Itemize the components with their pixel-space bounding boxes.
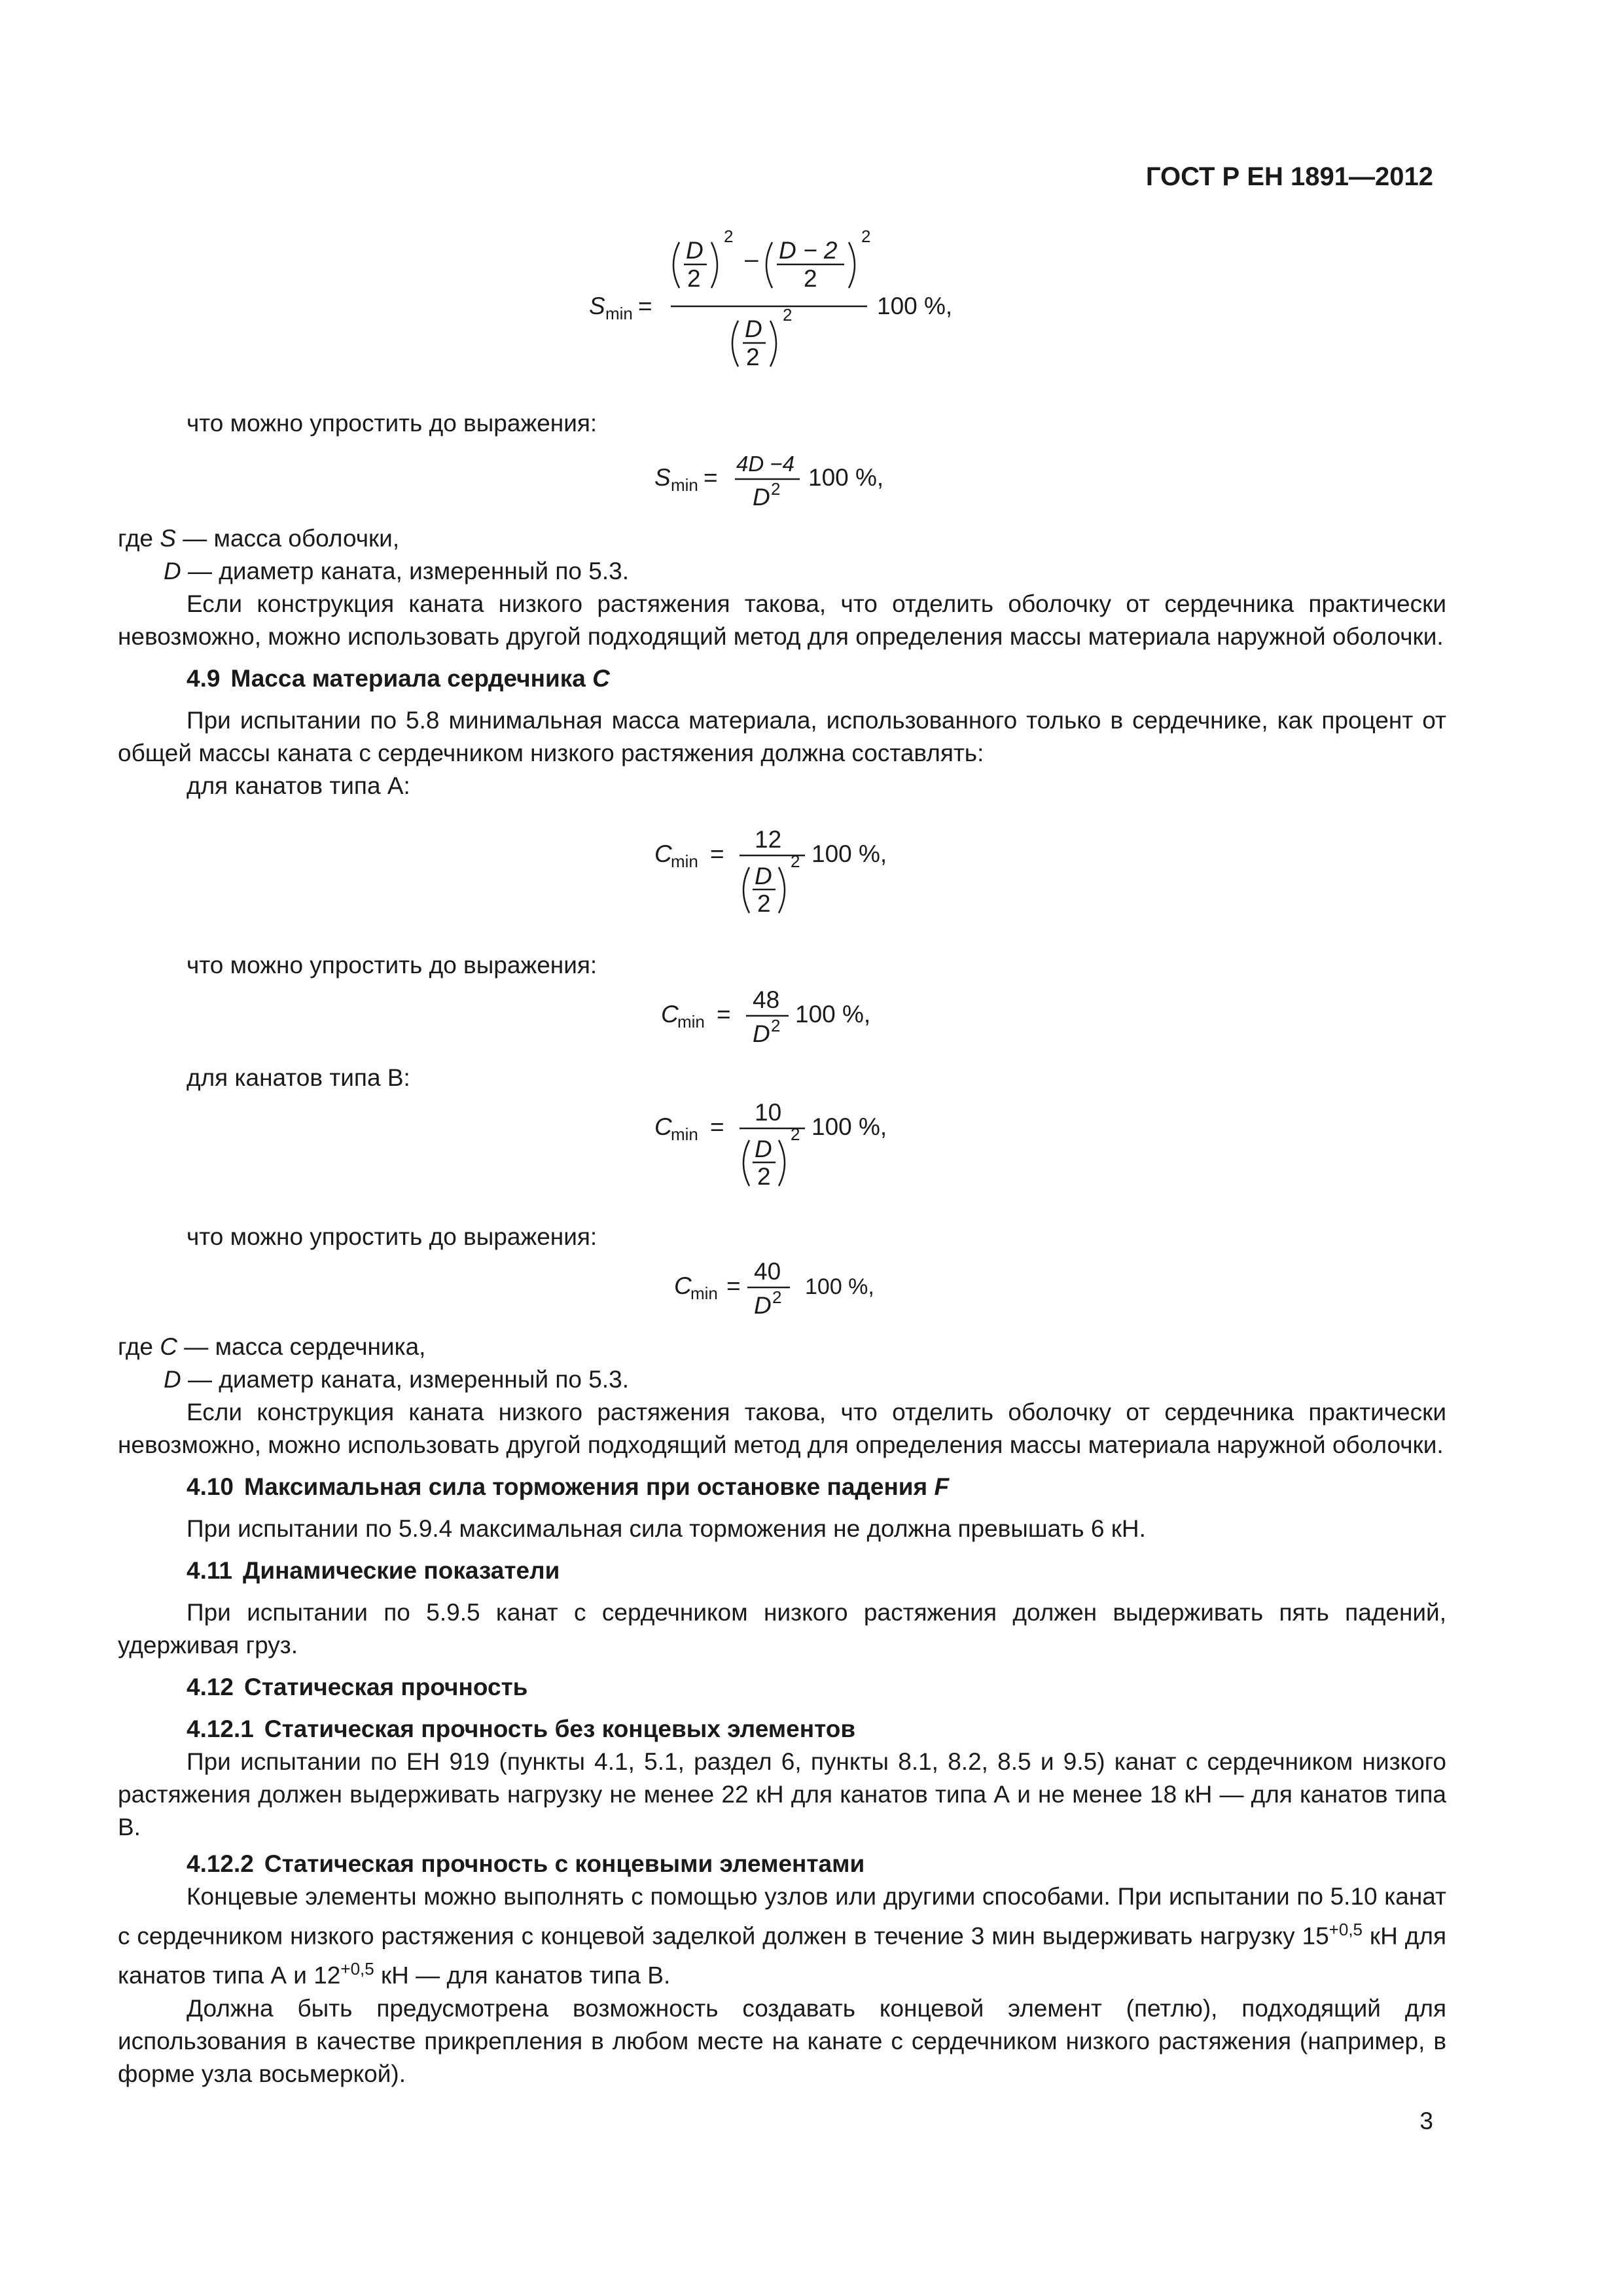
heading-4-12: 4.12 Статическая прочность [187,1674,528,1700]
formula-eq: = [704,464,718,491]
formula-lhs: C [661,1001,679,1028]
formula-eq: = [710,1113,724,1140]
simplify-text-3: что можно упростить до выражения: [187,1223,597,1250]
formula-cmin-a-full [648,821,936,939]
formula-tail: 100 %, [805,1274,874,1299]
formula-den-a: 2 [687,265,701,292]
formula-den-num: 2 [746,344,760,370]
formula-sub: min [671,475,698,495]
d-definition-line: D — диаметр каната, измеренный по 5.3. [164,558,629,584]
construction-paragraph-2: Если конструкция каната низкого растяжения такова, что отделить оболочку от сердечника практически невозможно, можно использовать другой подходящий метод для определения массы материала наружной оболочки. [118,1399,1446,1458]
formula-sub: min [677,1012,705,1031]
formula-pow-a: 2 [724,226,734,246]
formula-eq: = [717,1001,731,1028]
formula-tail: 100 %, [795,1001,871,1028]
formula-num: 40 [754,1258,781,1285]
paragraph-4-11: При испытании по 5.9.5 канат с сердечником низкого растяжения должен выдерживать пять падений, удерживая груз. [118,1599,1446,1659]
formula-cmin-b-full [648,1094,936,1212]
formula-num-a: D [686,237,704,264]
formula-num: 12 [755,826,782,853]
paragraph-4-12-1: При испытании по ЕН 919 (пункты 4.1, 5.1, раздел 6, пункты 8.1, 8.2, 8.5 и 9.5) канат с сердечником низкого растяжения должен выдерживать нагрузку не менее 22 кН для канатов типа А и не менее 18 кН — для канатов типа В. [118,1748,1446,1840]
formula-cmin-a-simple [654,982,929,1054]
formula-eq: = [710,840,724,867]
page-number: 3 [1419,2108,1433,2134]
formula-pow: 2 [791,852,800,871]
formula-pow: 2 [771,1016,781,1035]
formula-lhs: C [674,1272,692,1299]
formula-lhs: S [589,293,605,319]
type-b-label: для канатов типа В: [187,1064,410,1091]
formula-tail: 100 %, [877,293,953,319]
where-s-line: где S — масса оболочки, [118,525,400,552]
formula-tail: 100 %, [812,840,887,867]
formula-den-var: D [745,315,762,342]
formula-num-b: D − 2 [779,237,838,264]
formula-sub: min [671,852,698,871]
formula-den: D [753,1020,770,1047]
simplify-text-2: что можно упростить до выражения: [187,952,597,978]
paragraph-4-12-2-loop: Должна быть предусмотрена возможность создавать концевой элемент (петлю), подходящий для использования в качестве прикрепления в любом месте на канате с сердечником низкого растяжения (например, в форме узла восьмеркой). [118,1994,1446,2087]
formula-den: D [754,1292,772,1319]
formula-sub: min [671,1124,698,1144]
simplify-text-1: что можно упростить до выражения: [187,410,597,437]
formula-num: 10 [755,1099,782,1126]
formula-eq: = [726,1272,741,1299]
paragraph-4-9: При испытании по 5.8 минимальная масса материала, использованного только в сердечнике, как процент от общей массы каната с сердечником низкого растяжения должна составлять: [118,707,1446,766]
formula-pow: 2 [791,1124,800,1144]
heading-4-10: 4.10 Максимальная сила торможения при остановке падения F [187,1473,950,1500]
formula-sub: min [605,304,633,323]
formula-pow: 2 [771,479,781,499]
formula-pow-b: 2 [861,226,871,246]
formula-minus: – [745,245,758,272]
formula-tail: 100 %, [808,464,884,491]
formula-smin-simple [648,445,936,517]
heading-4-12-2: 4.12.2 Статическая прочность с концевыми элементами [187,1850,865,1877]
formula-lhs: S [654,464,671,491]
formula-lhs: C [654,840,672,867]
d-definition-line-2: D — диаметр каната, измеренный по 5.3. [164,1366,629,1393]
formula-eq: = [638,293,652,319]
document-code-header: ГОСТ Р ЕН 1891—2012 [1145,162,1433,191]
formula-den-pow: 2 [783,305,793,325]
formula-pow: 2 [772,1287,782,1307]
paragraph-4-10: При испытании по 5.9.4 максимальная сила торможения не должна превышать 6 кН. [187,1515,1146,1542]
type-a-label: для канатов типа А: [187,772,410,799]
formula-den-num: 2 [757,1163,771,1190]
formula-den-var: D [755,1136,772,1162]
formula-den: D [753,484,770,511]
where-c-line: где C — масса сердечника, [118,1333,426,1360]
formula-den-var: D [755,863,772,889]
formula-tail: 100 %, [812,1113,887,1140]
heading-4-9: 4.9 Масса материала сердечника C [187,665,610,692]
formula-den-num: 2 [757,890,771,917]
formula-smin-full [576,223,1034,399]
heading-4-11: 4.11 Динамические показатели [187,1557,560,1584]
formula-cmin-b-simple [668,1253,929,1325]
paragraph-4-12-2: Концевые элементы можно выполнять с помощью узлов или другими способами. При испытании по 5.10 канат с сердечником низкого растяжения с концевой заделкой должен в течение 3 мин выдерживать нагрузку $15^{+0,5}$ кН для канатов типа А и $12^{+0,5}$ кН — для канатов типа В. [118,1883,1446,1989]
heading-4-12-1: 4.12.1 Статическая прочность без концевых элементов [187,1715,856,1742]
formula-den-b: 2 [804,265,817,292]
formula-sub: min [690,1283,718,1303]
construction-paragraph-1: Если конструкция каната низкого растяжения такова, что отделить оболочку от сердечника практически невозможно, можно использовать другой подходящий метод для определения массы материала наружной оболочки. [118,590,1446,650]
formula-num: 48 [753,986,780,1013]
formula-lhs: C [654,1113,672,1140]
formula-num: 4D −4 [736,452,794,476]
